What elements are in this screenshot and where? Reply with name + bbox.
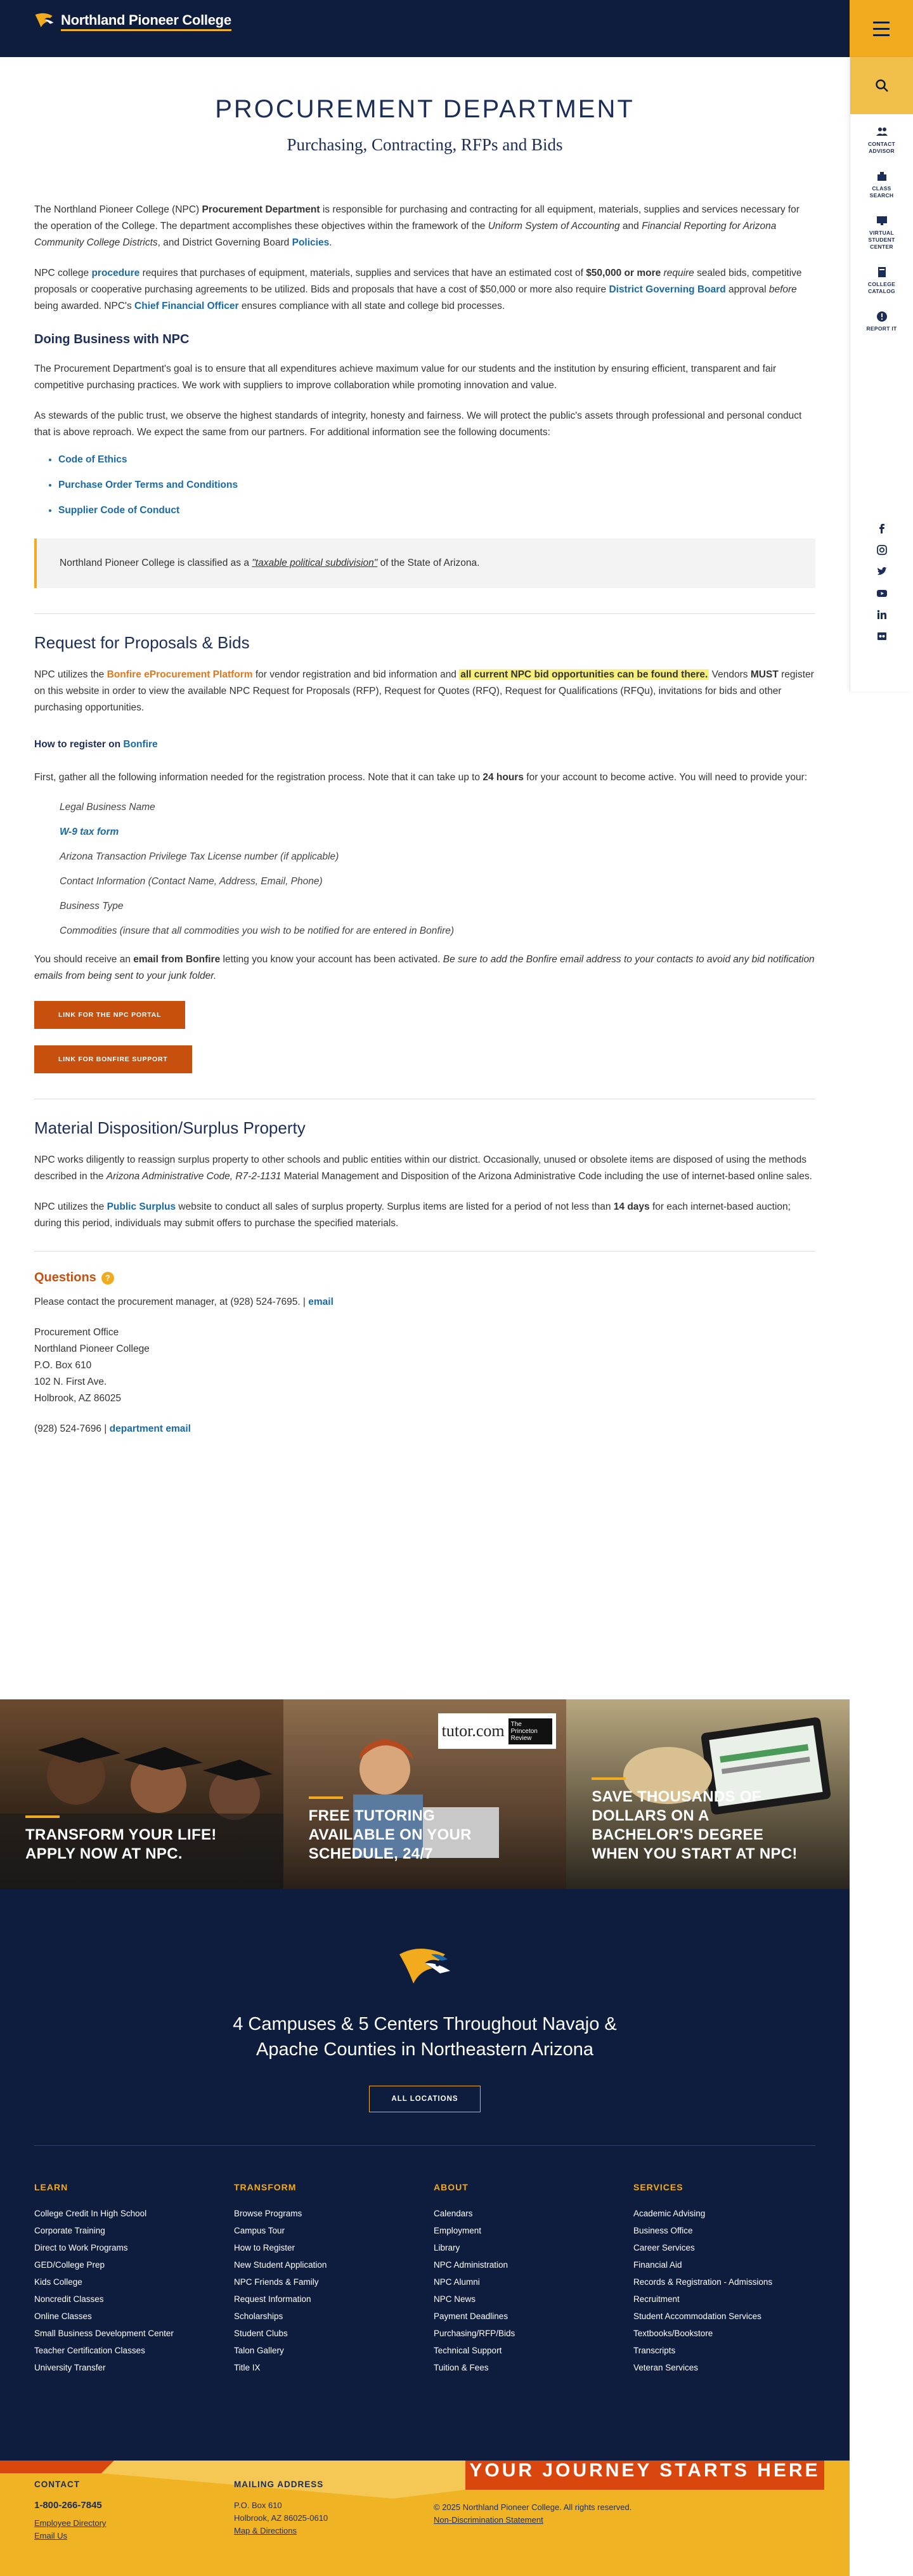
footer-link[interactable]: Veteran Services: [633, 2363, 699, 2372]
contact-column: [34, 2480, 106, 2542]
footer-link[interactable]: Purchasing/RFP/Bids: [434, 2329, 515, 2338]
utility-sidebar: [850, 57, 913, 691]
text: Vendors: [709, 669, 751, 680]
list-item: Commodities (insure that all commodities you wish to be notified for are entered in Bonfire): [60, 925, 455, 936]
text-italic: before: [768, 284, 797, 295]
headline-line: 4 Campuses & 5 Centers Throughout Navajo &: [233, 2014, 617, 2034]
text: NPC college: [34, 268, 92, 278]
footer-link[interactable]: Browse Programs: [234, 2209, 302, 2218]
address-line: Procurement Office: [34, 1327, 119, 1338]
hamburger-line: [873, 34, 890, 36]
eagle-logo-icon: [33, 10, 56, 33]
footer-column-services: [633, 2182, 824, 2376]
text: letting you know your account has been activated.: [220, 954, 443, 965]
footer-link[interactable]: Transcripts: [633, 2346, 676, 2355]
text: for your account to become active. You will need to provide your:: [523, 772, 808, 783]
intro-paragraph-1: [34, 202, 815, 251]
list-item: Arizona Transaction Privilege Tax License number (if applicable): [60, 851, 339, 862]
logo-text: Northland Pioneer College: [61, 12, 231, 31]
util-label: REPORT IT: [866, 325, 897, 332]
footer-link[interactable]: Small Business Development Center: [34, 2329, 174, 2338]
list-item: [58, 479, 815, 492]
college-catalog-link[interactable]: [850, 266, 913, 295]
footer-link[interactable]: Corporate Training: [34, 2226, 105, 2235]
report-it-link[interactable]: [850, 310, 913, 332]
text-bold: 24 hours: [482, 772, 524, 783]
footer-link[interactable]: Campus Tour: [234, 2226, 285, 2235]
college-logo[interactable]: [33, 10, 231, 33]
footer-link[interactable]: Title IX: [234, 2363, 261, 2372]
class-search-icon: [876, 170, 888, 183]
util-label: CONTACT ADVISOR: [867, 141, 896, 154]
footer-link[interactable]: Technical Support: [434, 2346, 502, 2355]
page-title: PROCUREMENT DEPARTMENT: [215, 95, 635, 123]
copyright-text: © 2025 Northland Pioneer College. All rights reserved.: [434, 2502, 632, 2512]
text: Please contact the procurement manager, at (928) 524-7695. |: [34, 1297, 309, 1307]
text: (928) 524-7696 |: [34, 1423, 110, 1434]
surplus-paragraph-1: [34, 1152, 815, 1185]
text-italic: Be sure to add the Bonfire email address to your contacts to avoid any bid notification emails from being sent to your junk folder.: [34, 954, 815, 981]
util-label: COLLEGE CATALOG: [867, 281, 896, 294]
footer-link[interactable]: How to Register: [234, 2243, 295, 2252]
search-button[interactable]: [850, 57, 913, 114]
text: and: [619, 221, 642, 232]
tutor-com-logo: tutor.com: [441, 1722, 505, 1740]
class-search-link[interactable]: [850, 170, 913, 199]
text-italic: Uniform System of Accounting: [488, 221, 620, 232]
footer-link[interactable]: Direct to Work Programs: [34, 2243, 128, 2252]
footer-column-about: [434, 2182, 624, 2376]
site-footer: [0, 1889, 850, 2461]
footer-link[interactable]: New Student Application: [234, 2260, 327, 2270]
public-surplus-link[interactable]: Public Surplus: [107, 1201, 176, 1212]
map-directions-link[interactable]: Map & Directions: [234, 2526, 297, 2535]
surplus-heading: Material Disposition/Surplus Property: [34, 1118, 306, 1137]
highlight-text: all current NPC bid opportunities can be found there.: [460, 669, 708, 680]
promo-apply[interactable]: [0, 1699, 283, 1889]
department-phone: [34, 1421, 815, 1437]
youtube-icon[interactable]: [876, 587, 888, 599]
divider: [34, 1251, 815, 1252]
text: website to conduct all sales of surplus property. Surplus items are listed for a period of not less than: [176, 1201, 614, 1212]
doing-business-heading: Doing Business with NPC: [34, 332, 190, 346]
page-subtitle: Purchasing, Contracting, RFPs and Bids: [287, 135, 563, 154]
text: NPC utilizes the: [34, 1201, 107, 1212]
text: Material Management and Disposition of the Arizona Administrative Code including the use of internet-based online sales.: [281, 1171, 812, 1182]
list-item: Contact Information (Contact Name, Address, Email, Phone): [60, 876, 323, 887]
footer-link[interactable]: Kids College: [34, 2277, 82, 2287]
questions-heading: [34, 1271, 815, 1285]
footer-link[interactable]: Student Accommodation Services: [633, 2311, 761, 2321]
site-header: [0, 0, 850, 57]
monitor-icon: [876, 214, 888, 227]
text: is responsible for purchasing and contracting for all equipment, materials, supplies and services necessary for the operation of the College. The department accomplishes these objectives within the framework of the: [34, 204, 800, 232]
bonfire-platform-link[interactable]: Bonfire eProcurement Platform: [107, 669, 253, 680]
email-us-link[interactable]: Email Us: [34, 2531, 68, 2540]
footer-link[interactable]: University Transfer: [34, 2363, 106, 2372]
footer-link[interactable]: Calendars: [434, 2209, 473, 2218]
text: First, gather all the following information needed for the registration process. Note that it can take up to: [34, 772, 483, 783]
footer-column-title: SERVICES: [633, 2182, 683, 2192]
text: NPC works diligently to reassign surplus property to other schools and public entities within our district. Occasionally, unused or obsolete items are disposed of using the methods described in the: [34, 1154, 806, 1182]
headline-line: Apache Counties in Northeastern Arizona: [256, 2039, 593, 2060]
doing-business-paragraph-1: The Procurement Department's goal is to ensure that all expenditures achieve maximum value for our students and the institution by ensuring efficient, transparent and fair competitive purchasing practices. We work with suppliers to improve collaboration while promoting innovation and value.: [34, 363, 777, 391]
list-item: [58, 504, 815, 517]
text-bold: 14 days: [613, 1201, 650, 1212]
promo-bachelors[interactable]: [566, 1699, 850, 1889]
text: being awarded. NPC's: [34, 301, 135, 311]
alert-icon: [876, 310, 888, 323]
footer-link[interactable]: Request Information: [234, 2294, 311, 2304]
text: How to register on: [34, 739, 124, 750]
text-bold: $50,000 or more: [586, 268, 661, 278]
footer-column-title: TRANSFORM: [234, 2182, 297, 2192]
surplus-paragraph-2: [34, 1199, 815, 1232]
virtual-student-center-link[interactable]: [850, 214, 913, 251]
classification-callout: [34, 539, 815, 588]
text: for vendor registration and bid information and: [252, 669, 460, 680]
contact-paragraph: [34, 1294, 815, 1311]
text: You should receive an: [34, 954, 134, 965]
promo-caption: FREE TUTORING AVAILABLE ON YOUR SCHEDULE, 24/7: [309, 1796, 524, 1864]
footer-link[interactable]: Financial Aid: [633, 2260, 682, 2270]
text: The Northland Pioneer College (NPC): [34, 204, 202, 215]
address-line: Northland Pioneer College: [34, 1344, 150, 1354]
footer-link[interactable]: Library: [434, 2243, 460, 2252]
footer-link[interactable]: Textbooks/Bookstore: [633, 2329, 713, 2338]
footer-link[interactable]: NPC Friends & Family: [234, 2277, 319, 2287]
district-governing-board-link[interactable]: District Governing Board: [609, 284, 726, 295]
footer-link[interactable]: Teacher Certification Classes: [34, 2346, 145, 2355]
list-item: Legal Business Name: [60, 802, 155, 813]
npc-portal-button[interactable]: LINK FOR THE NPC PORTAL: [34, 1001, 185, 1029]
email-link[interactable]: email: [308, 1297, 333, 1307]
footer-link[interactable]: GED/College Prep: [34, 2260, 105, 2270]
doing-business-paragraph-2: As stewards of the public trust, we observe the highest standards of integrity, honesty and fairness. We will protect the public's assets through professional and personal conduct that is above reproach. We expect the same from our partners. For additional information see the following documents:: [34, 410, 802, 438]
footer-column-title: LEARN: [34, 2182, 68, 2192]
footer-link[interactable]: Tuition & Fees: [434, 2363, 489, 2372]
department-email-link[interactable]: department email: [109, 1423, 191, 1434]
list-item: [58, 454, 815, 466]
all-locations-button[interactable]: ALL LOCATIONS: [369, 2086, 481, 2112]
footer-link[interactable]: Scholarships: [234, 2311, 283, 2321]
footer-link[interactable]: Noncredit Classes: [34, 2294, 104, 2304]
text: of the State of Arizona.: [377, 558, 480, 568]
address-line: 102 N. First Ave.: [34, 1376, 107, 1387]
list-item: Business Type: [60, 901, 124, 912]
bonfire-link[interactable]: Bonfire: [123, 739, 158, 750]
footer-link[interactable]: Online Classes: [34, 2311, 92, 2321]
text: ensures compliance with all state and college bid processes.: [238, 301, 505, 311]
employee-directory-link[interactable]: Employee Directory: [34, 2518, 107, 2528]
text-bold: Procurement Department: [202, 204, 320, 215]
supplier-code-link[interactable]: Supplier Code of Conduct: [58, 505, 180, 516]
procedure-link[interactable]: procedure: [91, 268, 140, 278]
princeton-review-logo: The Princeton Review: [508, 1718, 552, 1744]
promo-tutoring[interactable]: [283, 1699, 567, 1889]
contact-advisor-link[interactable]: [850, 126, 913, 155]
eagle-emblem-icon: [394, 1942, 455, 1992]
twitter-icon[interactable]: [876, 566, 888, 577]
text: Northland Pioneer College is classified as a: [60, 558, 252, 568]
flickr-icon[interactable]: [876, 631, 888, 642]
search-icon: [875, 79, 889, 93]
footer-link[interactable]: NPC News: [434, 2294, 476, 2304]
w9-link[interactable]: [60, 826, 815, 839]
question-icon: ?: [101, 1272, 114, 1285]
text: .: [329, 237, 332, 248]
hamburger-line: [873, 28, 890, 30]
footer-column-transform: [234, 2182, 424, 2376]
footer-link[interactable]: Business Office: [633, 2226, 693, 2235]
divider: [34, 613, 815, 614]
questions-heading-text: Questions: [34, 1271, 96, 1285]
intro-paragraph-2: [34, 265, 815, 315]
text: , and District Governing Board: [157, 237, 292, 248]
book-icon: [876, 266, 888, 278]
address-line: Holbrook, AZ 86025: [34, 1393, 122, 1404]
promo-caption: SAVE THOUSANDS OF DOLLARS ON A BACHELOR'S DEGREE WHEN YOU START AT NPC!: [592, 1777, 807, 1864]
footer-link[interactable]: Recruitment: [633, 2294, 680, 2304]
social-links: [850, 523, 913, 642]
footer-link[interactable]: College Credit In High School: [34, 2209, 147, 2218]
footer-column-learn: [34, 2182, 224, 2376]
contact-title: CONTACT: [34, 2480, 80, 2489]
footer-link[interactable]: NPC Alumni: [434, 2277, 480, 2287]
text-italic: Arizona Administrative Code, R7-2-1131: [106, 1171, 282, 1182]
bottom-contact-band: [0, 2461, 850, 2576]
bonfire-support-button[interactable]: LINK FOR BONFIRE SUPPORT: [34, 1045, 192, 1073]
text-italic: require: [661, 268, 694, 278]
divider: [34, 2145, 815, 2146]
footer-link[interactable]: Records & Registration - Admissions: [633, 2277, 773, 2287]
promo-tiles: [0, 1699, 850, 1889]
po-terms-link[interactable]: Purchase Order Terms and Conditions: [58, 480, 238, 490]
footer-link[interactable]: Student Clubs: [234, 2329, 288, 2338]
footer-link[interactable]: NPC Administration: [434, 2260, 508, 2270]
linkedin-icon[interactable]: [876, 609, 888, 620]
procurement-address: [34, 1324, 815, 1407]
util-label: CLASS SEARCH: [869, 185, 894, 199]
phone-number[interactable]: 1-800-266-7845: [34, 2500, 102, 2511]
text: register on this website in order to view the available NPC Request for Proposals (RFP), Request for Quotes (RFQ), Request for Qualifications (RFQu), invitations for bids and other purchasing opportunities.: [34, 669, 814, 713]
how-to-register-heading: [34, 736, 815, 753]
rfp-paragraph-2: [34, 769, 815, 786]
text: NPC utilizes the: [34, 669, 107, 680]
cfo-link[interactable]: Chief Financial Officer: [134, 301, 239, 311]
footer-link[interactable]: Career Services: [633, 2243, 695, 2252]
footer-link[interactable]: Payment Deadlines: [434, 2311, 508, 2321]
footer-headline: [0, 2011, 850, 2062]
text: sealed bids, competitive proposals or cooperative purchasing agreements to be utilized. Bids and proposals that have a cost of $50,000 or more also require: [34, 268, 802, 295]
address-line: P.O. Box 610: [34, 1360, 92, 1371]
documents-list: [34, 454, 815, 517]
rfp-paragraph-3: [34, 951, 815, 984]
address-line: Holbrook, AZ 86025-0610: [234, 2513, 328, 2523]
text-italic: "taxable political subdivision": [252, 558, 378, 568]
hamburger-icon: [873, 22, 890, 23]
tutor-logos: [438, 1713, 556, 1749]
menu-button[interactable]: [850, 0, 913, 57]
w9-link-text[interactable]: W-9 tax form: [60, 827, 119, 837]
address-line: P.O. Box 610: [234, 2501, 282, 2510]
legal-column: [434, 2501, 631, 2527]
policies-link[interactable]: Policies: [292, 237, 330, 248]
text-bold: email from Bonfire: [133, 954, 221, 965]
mailing-column: [234, 2480, 328, 2537]
code-of-ethics-link[interactable]: Code of Ethics: [58, 454, 127, 465]
footer-link[interactable]: Talon Gallery: [234, 2346, 284, 2355]
rfp-paragraph-1: [34, 667, 815, 716]
requirements-list: [34, 801, 815, 938]
footer-column-title: ABOUT: [434, 2182, 469, 2192]
text: approval: [725, 284, 769, 295]
instagram-icon[interactable]: [876, 544, 888, 556]
non-discrimination-link[interactable]: Non-Discrimination Statement: [434, 2515, 543, 2525]
promo-caption: TRANSFORM YOUR LIFE! APPLY NOW AT NPC.: [25, 1815, 241, 1864]
mailing-title: MAILING ADDRESS: [234, 2480, 324, 2489]
text: requires that purchases of equipment, materials, supplies and services that have an estimated cost of: [139, 268, 586, 278]
footer-link[interactable]: Academic Advising: [633, 2209, 706, 2218]
main-content: [34, 57, 815, 1437]
facebook-icon[interactable]: [876, 523, 888, 534]
rfp-heading: Request for Proposals & Bids: [34, 633, 250, 652]
journey-banner: YOUR JOURNEY STARTS HERE: [465, 2461, 824, 2490]
text-italic: Financial Reporting for Arizona Community College Districts: [34, 221, 777, 248]
footer-link[interactable]: Employment: [434, 2226, 482, 2235]
util-label: VIRTUAL STUDENT CENTER: [868, 230, 895, 250]
text-bold: MUST: [750, 669, 779, 680]
text: for each internet-based auction; during this period, individuals may submit offers to purchase the specified materials.: [34, 1201, 791, 1229]
people-icon: [876, 126, 888, 138]
